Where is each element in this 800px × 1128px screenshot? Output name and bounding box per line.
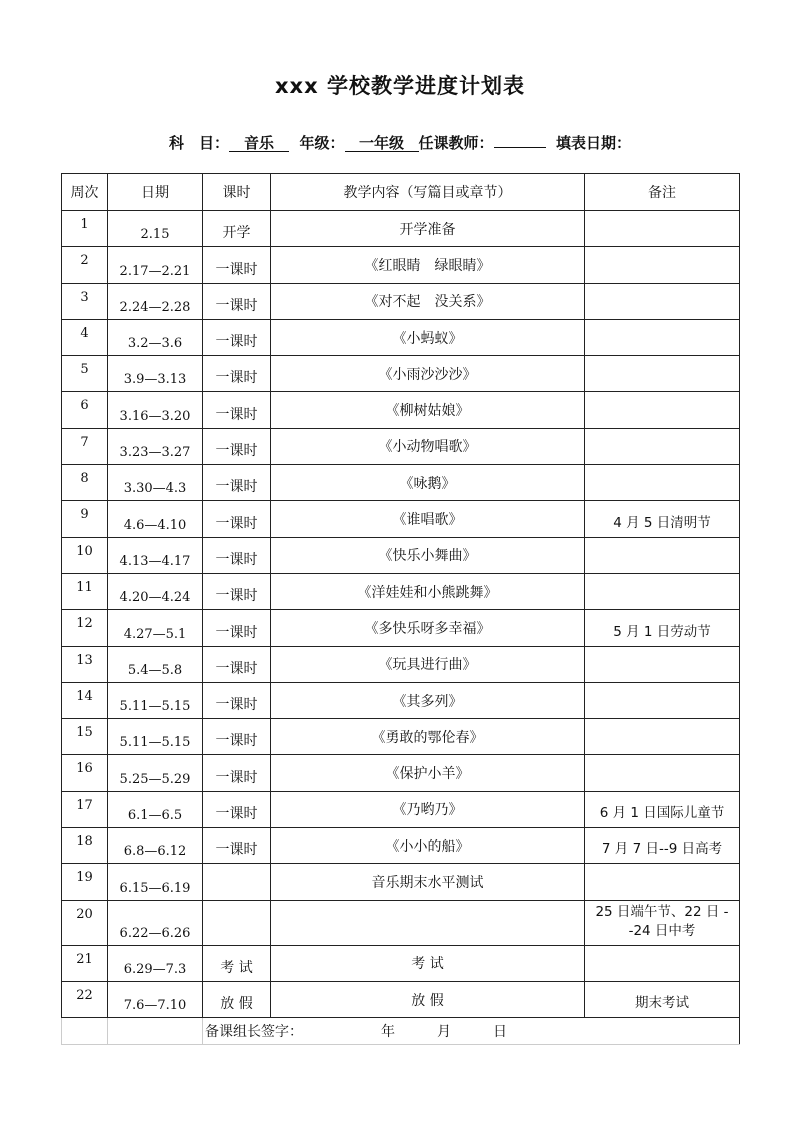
- remark-cell: 4 月 5 日清明节: [585, 501, 740, 537]
- remark-cell: [585, 537, 740, 573]
- hours-cell: 一课时: [203, 755, 271, 791]
- date-cell: 2.15: [108, 211, 203, 247]
- header-week: 周次: [62, 174, 108, 211]
- date-cell: 3.2—3.6: [108, 319, 203, 355]
- hours-cell: 一课时: [203, 356, 271, 392]
- teacher-value: [494, 147, 546, 148]
- header-remark: 备注: [585, 174, 740, 211]
- hours-cell: 一课时: [203, 537, 271, 573]
- week-cell: 8: [62, 465, 108, 501]
- remark-cell: [585, 682, 740, 718]
- date-cell: 6.15—6.19: [108, 864, 203, 900]
- header-date: 日期: [108, 174, 203, 211]
- content-cell: 《其多列》: [271, 682, 585, 718]
- teacher-label: 任课教师：: [418, 134, 494, 152]
- content-cell: 《谁唱歌》: [271, 501, 585, 537]
- table-row: [62, 682, 740, 718]
- remark-cell: [585, 356, 740, 392]
- week-cell: 7: [62, 428, 108, 464]
- date-cell: 6.1—6.5: [108, 791, 203, 827]
- subject-value: 音乐: [229, 135, 289, 152]
- week-cell: 12: [62, 610, 108, 646]
- hours-cell: 一课时: [203, 828, 271, 864]
- hours-cell: 一课时: [203, 283, 271, 319]
- date-cell: 4.6—4.10: [108, 501, 203, 537]
- date-cell: 3.16—3.20: [108, 392, 203, 428]
- content-cell: 放 假: [271, 981, 585, 1017]
- content-cell: 《小雨沙沙沙》: [271, 356, 585, 392]
- week-cell: 13: [62, 646, 108, 682]
- content-cell: 《洋娃娃和小熊跳舞》: [271, 573, 585, 609]
- remark-cell: [585, 319, 740, 355]
- content-cell: 考 试: [271, 945, 585, 981]
- table-row: [62, 319, 740, 355]
- table-row: [62, 283, 740, 319]
- hours-cell: 一课时: [203, 501, 271, 537]
- hours-cell: [203, 864, 271, 900]
- form-meta-line: [0, 132, 800, 153]
- signature-row: [62, 1018, 740, 1045]
- header-content: 教学内容（写篇目或章节）: [271, 174, 585, 211]
- content-cell: 开学准备: [271, 211, 585, 247]
- table-row: [62, 501, 740, 537]
- content-cell: 《小蚂蚁》: [271, 319, 585, 355]
- table-row: [62, 945, 740, 981]
- content-cell: 《快乐小舞曲》: [271, 537, 585, 573]
- week-cell: 9: [62, 501, 108, 537]
- week-cell: 5: [62, 356, 108, 392]
- table-row: [62, 537, 740, 573]
- hours-cell: 一课时: [203, 719, 271, 755]
- week-cell: 16: [62, 755, 108, 791]
- table-row: [62, 465, 740, 501]
- table-row: [62, 864, 740, 900]
- content-cell: 《小动物唱歌》: [271, 428, 585, 464]
- table-header-row: [62, 174, 740, 211]
- week-cell: 22: [62, 981, 108, 1017]
- table-row: [62, 211, 740, 247]
- hours-cell: 一课时: [203, 465, 271, 501]
- hours-cell: 一课时: [203, 682, 271, 718]
- week-cell: 20: [62, 900, 108, 945]
- remark-cell: 5 月 1 日劳动节: [585, 610, 740, 646]
- content-cell: 《红眼睛 绿眼睛》: [271, 247, 585, 283]
- table-row: [62, 755, 740, 791]
- remark-cell: [585, 283, 740, 319]
- remark-cell: 6 月 1 日国际儿童节: [585, 791, 740, 827]
- remark-cell: [585, 247, 740, 283]
- table-row: [62, 828, 740, 864]
- content-cell: 《对不起 没关系》: [271, 283, 585, 319]
- week-cell: 3: [62, 283, 108, 319]
- signature-label: 备课组长签字：: [205, 1024, 303, 1041]
- signature-cell: [203, 1018, 740, 1045]
- grade-value: 一年级: [345, 135, 419, 152]
- table-row: [62, 719, 740, 755]
- remark-cell: [585, 428, 740, 464]
- remark-cell: 25 日端午节、22 日 --24 日中考: [585, 900, 740, 945]
- date-label: 填表日期：: [555, 134, 631, 152]
- week-cell: 1: [62, 211, 108, 247]
- week-cell: 15: [62, 719, 108, 755]
- hours-cell: 放 假: [203, 981, 271, 1017]
- date-cell: 2.24—2.28: [108, 283, 203, 319]
- table-row: [62, 392, 740, 428]
- content-cell: 《玩具进行曲》: [271, 646, 585, 682]
- remark-cell: [585, 573, 740, 609]
- hours-cell: 一课时: [203, 392, 271, 428]
- hours-cell: 一课时: [203, 319, 271, 355]
- date-cell: 5.11—5.15: [108, 682, 203, 718]
- table-row: [62, 646, 740, 682]
- date-cell: 3.30—4.3: [108, 465, 203, 501]
- content-cell: [271, 900, 585, 945]
- content-cell: 《保护小羊》: [271, 755, 585, 791]
- table-row: [62, 791, 740, 827]
- header-hours: 课时: [203, 174, 271, 211]
- remark-cell: [585, 392, 740, 428]
- hours-cell: 一课时: [203, 428, 271, 464]
- schedule-table: [61, 173, 740, 1045]
- hours-cell: 一课时: [203, 247, 271, 283]
- content-cell: 《多快乐呀多幸福》: [271, 610, 585, 646]
- signature-year: 年: [381, 1024, 395, 1041]
- hours-cell: 一课时: [203, 646, 271, 682]
- remark-cell: [585, 465, 740, 501]
- week-cell: 19: [62, 864, 108, 900]
- table-row: [62, 573, 740, 609]
- content-cell: 音乐期末水平测试: [271, 864, 585, 900]
- date-cell: 7.6—7.10: [108, 981, 203, 1017]
- content-cell: 《乃哟乃》: [271, 791, 585, 827]
- table-row: [62, 356, 740, 392]
- week-cell: 2: [62, 247, 108, 283]
- week-cell: 11: [62, 573, 108, 609]
- signature-blank-cell: [108, 1018, 203, 1045]
- remark-cell: [585, 211, 740, 247]
- remark-cell: 7 月 7 日--9 日高考: [585, 828, 740, 864]
- date-cell: 3.9—3.13: [108, 356, 203, 392]
- date-cell: 2.17—2.21: [108, 247, 203, 283]
- date-cell: 3.23—3.27: [108, 428, 203, 464]
- remark-cell: [585, 945, 740, 981]
- hours-cell: 一课时: [203, 610, 271, 646]
- grade-label: 年级：: [299, 134, 345, 152]
- week-cell: 18: [62, 828, 108, 864]
- table-row: [62, 610, 740, 646]
- remark-cell: [585, 646, 740, 682]
- hours-cell: 考 试: [203, 945, 271, 981]
- week-cell: 17: [62, 791, 108, 827]
- date-cell: 6.22—6.26: [108, 900, 203, 945]
- date-cell: 6.8—6.12: [108, 828, 203, 864]
- content-cell: 《咏鹅》: [271, 465, 585, 501]
- remark-cell: 期末考试: [585, 981, 740, 1017]
- week-cell: 4: [62, 319, 108, 355]
- hours-cell: 一课时: [203, 573, 271, 609]
- week-cell: 10: [62, 537, 108, 573]
- hours-cell: 一课时: [203, 791, 271, 827]
- table-row: [62, 981, 740, 1017]
- table-row: [62, 900, 740, 945]
- remark-cell: [585, 864, 740, 900]
- hours-cell: 开学: [203, 211, 271, 247]
- signature-blank-cell: [62, 1018, 108, 1045]
- week-cell: 6: [62, 392, 108, 428]
- remark-cell: [585, 755, 740, 791]
- content-cell: 《柳树姑娘》: [271, 392, 585, 428]
- date-cell: 4.20—4.24: [108, 573, 203, 609]
- date-cell: 5.4—5.8: [108, 646, 203, 682]
- signature-day: 日: [493, 1024, 507, 1041]
- hours-cell: [203, 900, 271, 945]
- content-cell: 《勇敢的鄂伦春》: [271, 719, 585, 755]
- week-cell: 21: [62, 945, 108, 981]
- signature-month: 月: [437, 1024, 451, 1041]
- date-cell: 5.25—5.29: [108, 755, 203, 791]
- content-cell: 《小小的船》: [271, 828, 585, 864]
- week-cell: 14: [62, 682, 108, 718]
- date-cell: 4.13—4.17: [108, 537, 203, 573]
- date-cell: 4.27—5.1: [108, 610, 203, 646]
- date-cell: 5.11—5.15: [108, 719, 203, 755]
- table-row: [62, 247, 740, 283]
- remark-cell: [585, 719, 740, 755]
- subject-label: 科 目：: [169, 134, 230, 152]
- date-cell: 6.29—7.3: [108, 945, 203, 981]
- table-row: [62, 428, 740, 464]
- page-title: xxx 学校教学进度计划表: [275, 74, 525, 98]
